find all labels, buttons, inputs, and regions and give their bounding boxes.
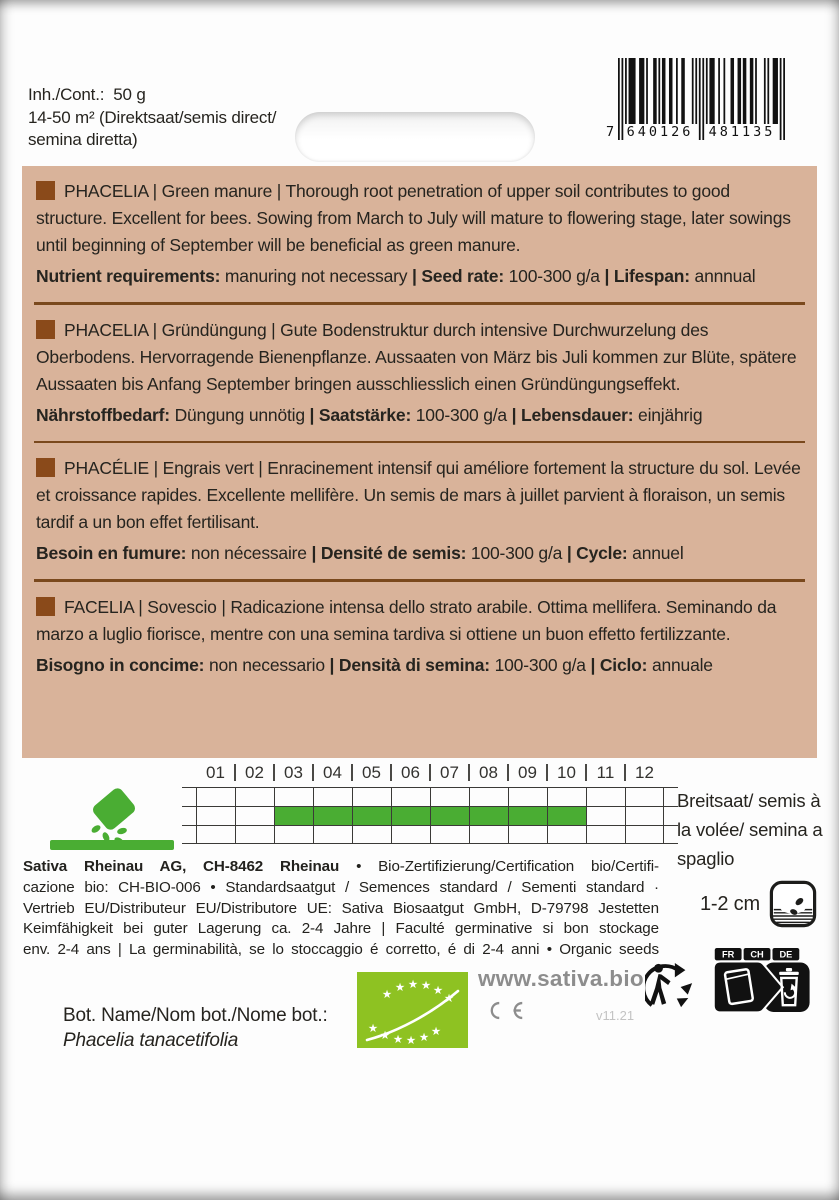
description-box bbox=[22, 166, 817, 758]
spec-value: einjährig bbox=[638, 404, 703, 425]
block-specs bbox=[36, 652, 803, 678]
calendar-month-label: 12 bbox=[625, 760, 664, 787]
svg-text:★: ★ bbox=[392, 1032, 404, 1046]
spec-value: non nécessaire bbox=[190, 543, 307, 564]
barcode-digit-prefix: 7 bbox=[606, 124, 618, 140]
disposal-region-ch: CH bbox=[750, 949, 764, 960]
barcode-digit-group: 640126 bbox=[626, 124, 694, 140]
svg-text:★: ★ bbox=[420, 978, 432, 992]
info-block-fr bbox=[22, 443, 817, 579]
calendar-grid bbox=[182, 787, 678, 844]
calendar-month-label: 01 bbox=[206, 763, 225, 782]
block-body-text: PHACÉLIE | Engrais vert | Enracinement intensif qui améliore fortement la structure du sol. Levée et croissance rapides. Excellente mellifère. Un semis de mars à juillet parvient à floraison, un semis tardif a un bon effet fertilisant. bbox=[36, 458, 801, 533]
packaging-disposal-icon bbox=[700, 947, 812, 1014]
calendar-cell bbox=[196, 787, 235, 806]
botanical-name bbox=[63, 1004, 328, 1053]
content-info bbox=[28, 84, 276, 152]
svg-text:★: ★ bbox=[405, 1033, 417, 1047]
calendar-cell bbox=[352, 787, 391, 806]
brown-square-bullet bbox=[36, 181, 55, 200]
block-specs bbox=[36, 402, 803, 428]
spec-label: Bisogno in concime: bbox=[36, 654, 205, 675]
company-info bbox=[23, 857, 659, 961]
spec-value: Düngung unnötig bbox=[174, 404, 305, 425]
sowing-depth-icon bbox=[769, 880, 817, 928]
coverage-line: 14-50 m² (Direktsaat/semis direct/ bbox=[28, 107, 277, 127]
calendar-cell bbox=[313, 806, 352, 825]
spec-label: Nutrient requirements: bbox=[36, 266, 221, 286]
calendar-cell bbox=[196, 806, 235, 825]
broadcast-sowing-icon bbox=[48, 788, 178, 850]
spec-label: | Densité de semis: bbox=[311, 543, 467, 564]
calendar-month-label: 11 bbox=[586, 760, 625, 787]
spec-label: | Densità di semina: bbox=[329, 654, 490, 675]
calendar-month-label: 03 bbox=[274, 760, 313, 787]
calendar-cell bbox=[586, 806, 625, 825]
calendar-cell bbox=[274, 787, 313, 806]
calendar-month-label: 02 bbox=[235, 760, 274, 787]
calendar-cell bbox=[469, 787, 508, 806]
calendar-line-extension bbox=[182, 787, 196, 806]
calendar-cell bbox=[235, 806, 274, 825]
calendar-cell bbox=[586, 825, 625, 844]
company-address: Sativa Rheinau AG, CH-8462 Rheinau bbox=[23, 858, 340, 875]
company-line: Keimfähigkeit bei guter Lagerung ca. 2-4 Jahre | Faculté germinative si bon stockage bbox=[23, 920, 659, 938]
calendar-month-label: 08 bbox=[469, 760, 508, 787]
sowing-depth bbox=[700, 880, 817, 928]
disposal-region-de: DE bbox=[779, 949, 793, 960]
calendar-cell bbox=[625, 825, 664, 844]
triman-recycling-icon bbox=[645, 962, 697, 1010]
sowing-calendar bbox=[182, 760, 678, 844]
barcode-digit-group: 481135 bbox=[708, 124, 776, 140]
ce-mark bbox=[483, 999, 529, 1022]
spec-label: | Saatstärke: bbox=[309, 404, 412, 425]
info-block-de bbox=[22, 305, 817, 441]
calendar-line-extension bbox=[182, 825, 196, 844]
info-block-it bbox=[22, 582, 817, 691]
calendar-cell bbox=[508, 787, 547, 806]
calendar-line-extension bbox=[664, 825, 678, 844]
botanical-latin-name: Phacelia tanacetifolia bbox=[63, 1029, 239, 1051]
spec-label: | Cycle: bbox=[566, 543, 628, 564]
block-body-text: PHACELIA | Green manure | Thorough root penetration of upper soil contributes to good structure. Excellent for bees. Sowing from March to July will mature to flowering stage, later sowings until beginning of September will be beneficial as green manure. bbox=[36, 181, 791, 255]
calendar-cell bbox=[586, 787, 625, 806]
website-url: www.sativa.bio bbox=[478, 966, 644, 991]
hang-hole bbox=[295, 112, 535, 162]
company-line: env. 2-4 ans | La germinabilità, se lo stoccaggio é corretto, é di 2-4 anni • Organic seeds bbox=[23, 941, 659, 959]
calendar-cell bbox=[196, 825, 235, 844]
svg-text:★: ★ bbox=[443, 991, 455, 1005]
calendar-cell bbox=[235, 825, 274, 844]
content-amount: Inh./Cont.: 50 g bbox=[28, 85, 146, 104]
calendar-cell bbox=[508, 825, 547, 844]
brown-square-bullet bbox=[36, 458, 55, 477]
company-line: cazione bio: CH-BIO-006 • Standardsaatgut / Semences standard / Sementi standard · bbox=[23, 878, 659, 896]
svg-text:★: ★ bbox=[367, 1021, 379, 1035]
spec-value: 100-300 g/a bbox=[494, 654, 586, 675]
calendar-cell bbox=[313, 787, 352, 806]
calendar-month-label: 09 bbox=[508, 760, 547, 787]
spec-label: | Seed rate: bbox=[411, 266, 504, 286]
calendar-cell bbox=[352, 806, 391, 825]
spec-label: | Ciclo: bbox=[590, 654, 648, 675]
calendar-cell bbox=[547, 825, 586, 844]
sowing-depth-value: 1-2 cm bbox=[700, 892, 760, 915]
calendar-month-row bbox=[196, 760, 664, 787]
company-line: Sativa Rheinau AG, CH-8462 Rheinau • Bio-Zertifizierung/Certification bio/Certifi- bbox=[23, 858, 659, 875]
coverage-line: semina diretta) bbox=[28, 130, 138, 149]
spec-value: annuale bbox=[651, 654, 713, 675]
calendar-month-label: 05 bbox=[352, 760, 391, 787]
svg-text:★: ★ bbox=[407, 977, 419, 991]
spec-label: Nährstoffbedarf: bbox=[36, 404, 170, 425]
svg-text:★: ★ bbox=[418, 1030, 430, 1044]
calendar-cell bbox=[508, 806, 547, 825]
calendar-month-label: 07 bbox=[430, 760, 469, 787]
calendar-cell bbox=[625, 787, 664, 806]
calendar-cell bbox=[391, 825, 430, 844]
spec-value: 100-300 g/a bbox=[415, 404, 507, 425]
block-body-text: PHACELIA | Gründüngung | Gute Bodenstruktur durch intensive Durchwurzelung des Oberbodens. Hervorragende Bienenpflanze. Aussaaten von März bis Juli kommen zur Blüte, spätere Aussaaten bis Anfang September bringen ausschliesslich einen Gründüngungseffekt. bbox=[36, 319, 797, 394]
block-body-text: FACELIA | Sovescio | Radicazione intensa dello strato arabile. Ottima mellifera. Seminando da marzo a luglio fiorisce, mentre con una semina tardiva si ottiene un buon effetto fertilizzante. bbox=[36, 596, 777, 644]
calendar-line-extension bbox=[182, 806, 196, 825]
calendar-cell bbox=[391, 806, 430, 825]
calendar-cell bbox=[274, 825, 313, 844]
block-specs bbox=[36, 540, 803, 566]
sowing-method-label: Breitsaat/ semis à la volée/ semina a spaglio bbox=[677, 790, 823, 869]
spec-value: 100-300 g/a bbox=[508, 266, 600, 286]
svg-text:★: ★ bbox=[394, 980, 406, 994]
info-block-en bbox=[22, 166, 817, 302]
botanical-label: Bot. Name/Nom bot./Nome bot.: bbox=[63, 1005, 328, 1026]
calendar-cell bbox=[313, 825, 352, 844]
calendar-line-extension bbox=[664, 787, 678, 806]
spec-label: | Lebensdauer: bbox=[511, 404, 634, 425]
calendar-cell bbox=[274, 806, 313, 825]
spec-value: annnual bbox=[694, 266, 756, 286]
calendar-month-label: 06 bbox=[391, 760, 430, 787]
svg-text:★: ★ bbox=[381, 987, 393, 1001]
calendar-line-extension bbox=[664, 806, 678, 825]
calendar-cell bbox=[352, 825, 391, 844]
svg-text:★: ★ bbox=[430, 1024, 442, 1038]
calendar-cell bbox=[625, 806, 664, 825]
version-number: v11.21 bbox=[596, 1008, 635, 1023]
calendar-cell bbox=[469, 825, 508, 844]
brown-square-bullet bbox=[36, 597, 55, 616]
eu-organic-leaf-logo bbox=[357, 972, 468, 1048]
calendar-cell bbox=[547, 787, 586, 806]
spec-value: manuring not necessary bbox=[224, 266, 408, 286]
brown-square-bullet bbox=[36, 320, 55, 339]
block-specs bbox=[36, 263, 803, 289]
calendar-cell bbox=[469, 806, 508, 825]
spec-value: non necessario bbox=[208, 654, 325, 675]
calendar-cell bbox=[547, 806, 586, 825]
calendar-cell bbox=[430, 806, 469, 825]
calendar-cell bbox=[430, 825, 469, 844]
barcode bbox=[606, 58, 786, 158]
spec-label: Besoin en fumure: bbox=[36, 543, 187, 564]
calendar-cell bbox=[235, 787, 274, 806]
svg-text:★: ★ bbox=[379, 1028, 391, 1042]
spec-value: annuel bbox=[632, 543, 684, 564]
svg-text:★: ★ bbox=[432, 983, 444, 997]
disposal-region-fr: FR bbox=[721, 949, 735, 960]
spec-label: | Lifespan: bbox=[604, 266, 690, 286]
calendar-cell bbox=[391, 787, 430, 806]
company-line: Vertrieb EU/Distributeur EU/Distributore UE: Sativa Biosaatgut GmbH, D-79798 Jestetten bbox=[23, 899, 659, 917]
calendar-month-label: 04 bbox=[313, 760, 352, 787]
calendar-cell bbox=[430, 787, 469, 806]
calendar-month-label: 10 bbox=[547, 760, 586, 787]
spec-value: 100-300 g/a bbox=[470, 543, 563, 564]
